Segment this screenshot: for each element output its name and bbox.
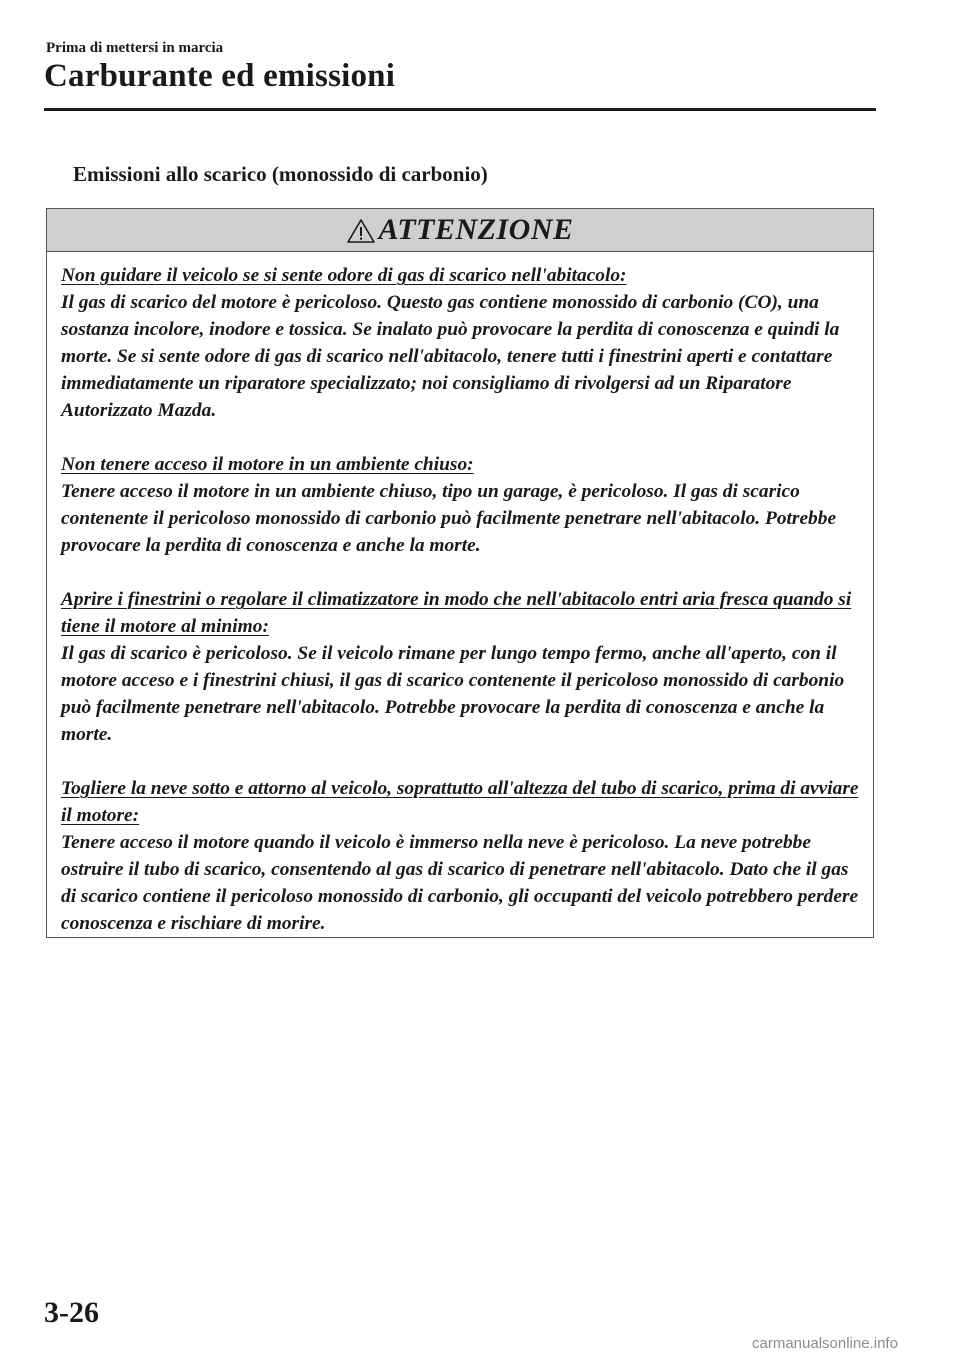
warning-title: ATTENZIONE [378,213,574,246]
warning-block [61,586,859,748]
warning-body [47,252,873,937]
page-title: Carburante ed emissioni [44,58,396,94]
site-watermark: carmanualsonline.info [752,1335,898,1352]
warning-triangle-icon [346,218,376,244]
header-divider [44,108,876,111]
warning-block [61,262,859,424]
warning-block-text: Il gas di scarico del motore è pericoloso. Questo gas contiene monossido di carbonio (CO), una sostanza incolore, inodore e tossica. Se inalato può provocare la perdita di conoscenza e quindi la morte. Se si sente odore di gas di scarico nell'abitacolo, tenere tutti i finestrini aperti e contattare immediatamente un riparatore specializzato; noi consigliamo di rivolgersi ad un Riparatore Autorizzato Mazda. [61,292,840,421]
warning-block [61,775,859,937]
warning-block-text: Il gas di scarico è pericoloso. Se il veicolo rimane per lungo tempo fermo, anche all'aperto, con il motore acceso e i finestrini chiusi, il gas di scarico contenente il pericoloso monossido di carbonio può facilmente penetrare nell'abitacolo. Potrebbe provocare la perdita di conoscenza e anche la morte. [61,643,845,745]
warning-block-text: Tenere acceso il motore quando il veicolo è immerso nella neve è pericoloso. La neve potrebbe ostruire il tubo di scarico, consentendo al gas di scarico di penetrare nell'abitacolo. Dato che il gas di scarico contiene il pericoloso monossido di carbonio, gli occupanti del veicolo potrebbero perdere conoscenza e rischiare di morire. [61,832,859,934]
warning-block [61,451,859,559]
page-number: 3-26 [44,1296,99,1329]
warning-box [46,208,874,938]
warning-block-text: Tenere acceso il motore in un ambiente chiuso, tipo un garage, è pericoloso. Il gas di scarico contenente il pericoloso monossido di carbonio può facilmente penetrare nell'abitacolo. Potrebbe provocare la perdita di conoscenza e anche la morte. [61,481,837,556]
warning-block-title: Non tenere acceso il motore in un ambiente chiuso: [61,454,474,475]
warning-block-title: Togliere la neve sotto e attorno al veicolo, soprattutto all'altezza del tubo di scarico, prima di avviare il motore: [61,778,859,826]
warning-block-title: Aprire i finestrini o regolare il climatizzatore in modo che nell'abitacolo entri aria fresca quando si tiene il motore al minimo: [61,589,852,637]
subheading: Emissioni allo scarico (monossido di carbonio) [73,162,488,186]
warning-header [47,209,873,252]
section-label: Prima di mettersi in marcia [46,40,224,56]
warning-block-title: Non guidare il veicolo se si sente odore di gas di scarico nell'abitacolo: [61,265,627,286]
